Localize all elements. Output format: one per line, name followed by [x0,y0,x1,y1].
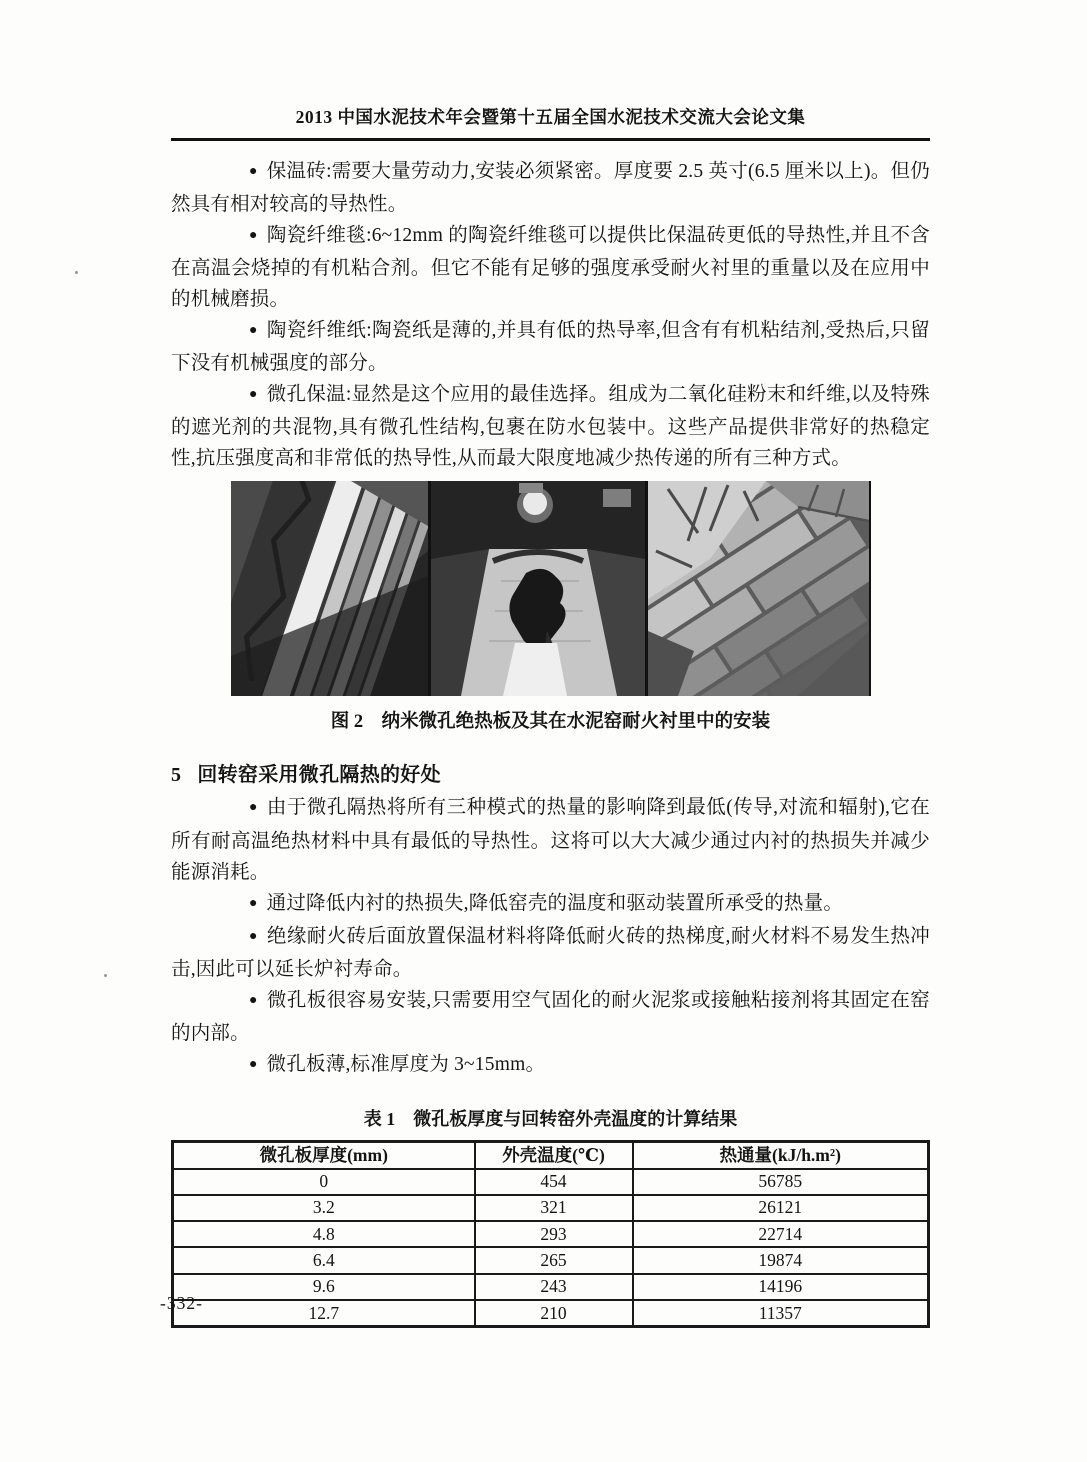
page-number: -332- [160,1293,203,1313]
table1-caption: 表 1 微孔板厚度与回转窑外壳温度的计算结果 [363,1109,738,1130]
table-cell: 11357 [633,1300,929,1327]
table-row [173,1169,929,1195]
running-head-title: 2013 中国水泥技术年会暨第十五届全国水泥技术交流大会论文集 [295,107,806,127]
paragraph-ceramic-fiber-paper [171,315,930,379]
benefit-lowest-conductivity [171,792,930,887]
header-rule [171,138,930,141]
table-cell: 243 [475,1274,633,1300]
table-cell: 22714 [633,1221,929,1247]
figure2-caption: 图 2 纳米微孔绝热板及其在水泥窑耐火衬里中的安装 [330,712,771,733]
paragraph-microporous-insulation [171,379,930,474]
paragraph-text: 微孔板薄,标准厚度为 3~15mm。 [266,1054,546,1076]
table-cell: 210 [475,1300,633,1327]
col-header-board-thickness: 微孔板厚度(mm) [173,1142,475,1169]
paragraph-text: 陶瓷纤维毯:6~12mm 的陶瓷纤维毯可以提供比保温砖更低的导热性,并且不含在高温会烧掉的有机粘合剂。但它不能有足够的强度承受耐火衬里的重量以及在应用中的机械磨损。 [171,224,930,310]
page-content [171,0,930,1328]
section5-heading [171,758,930,787]
table-cell: 14196 [633,1274,929,1300]
paragraph-text: 陶瓷纤维纸:陶瓷纸是薄的,并具有低的热导率,但含有有机粘结剂,受热后,只留下没有机械强度的部分。 [171,319,930,375]
paragraph-text: 保温砖:需要大量劳动力,安装必须紧密。厚度要 2.5 英寸(6.5 厘米以上)。但仍然具有相对较高的导热性。 [171,160,930,215]
table-cell: 19874 [633,1247,929,1273]
col-header-shell-temperature: 外壳温度(℃) [475,1142,633,1169]
scan-speck [75,271,78,274]
table-cell: 293 [475,1221,633,1247]
table-cell: 9.6 [173,1274,475,1300]
table-cell: 0 [173,1169,475,1195]
table-row [173,1195,929,1221]
table-cell: 4.8 [173,1221,475,1247]
col-header-heat-flux: 热通量(kJ/h.m²) [633,1142,929,1169]
bullet-icon: ● [249,895,258,911]
table-cell: 265 [475,1247,633,1273]
paragraph-insulating-brick [171,156,930,220]
paragraph-ceramic-fiber-blanket [171,220,930,315]
table-row [173,1221,929,1247]
table-cell: 56785 [633,1169,929,1195]
photo-kiln-lining-installation [431,481,645,696]
table-cell: 321 [475,1195,633,1221]
table1-shell-temperature [171,1140,930,1328]
bullet-icon: ● [249,163,258,179]
bullet-icon: ● [249,322,258,338]
paragraph-text: 微孔保温:显然是这个应用的最佳选择。组成为二氧化硅粉末和纤维,以及特殊的遮光剂的共混物,具有微孔性结构,包裹在防水包装中。这些产品提供非常好的热稳定性,抗压强度高和非常低的热导性,从而最大限度地减少热传递的所有三种方式。 [171,384,930,470]
scan-speck [104,974,107,977]
table-header-row [173,1142,929,1169]
benefit-thin-boards [171,1049,930,1082]
benefit-easy-installation [171,985,930,1049]
photo-brick-lining-boards [648,481,869,696]
benefit-lower-shell-temperature [171,888,930,921]
bullet-icon: ● [249,1057,258,1073]
paragraph-text: 通过降低内衬的热损失,降低窑壳的温度和驱动装置所承受的热量。 [266,892,844,914]
figure2-photos [231,481,871,696]
table-cell: 6.4 [173,1247,475,1273]
bullet-icon: ● [249,928,258,944]
table-cell: 12.7 [173,1300,475,1327]
paragraph-text: 微孔板很容易安装,只需要用空气固化的耐火泥浆或接触粘接剂将其固定在窑的内部。 [171,990,930,1045]
paragraph-text: 绝缘耐火砖后面放置保温材料将降低耐火砖的热梯度,耐火材料不易发生热冲击,因此可以延长炉衬寿命。 [171,925,930,980]
bullet-icon: ● [249,993,258,1008]
paragraph-text: 由于微孔隔热将所有三种模式的热量的影响降到最低(传导,对流和辐射),它在所有耐高温绝热材料中具有最低的导热性。这将可以大大减少通过内衬的热损失并减少能源消耗。 [171,797,930,883]
section-title: 回转窑采用微孔隔热的好处 [197,764,441,787]
table-row [173,1274,929,1300]
bullet-icon: ● [249,387,258,403]
bullet-icon: ● [249,227,258,243]
table-cell: 26121 [633,1195,929,1221]
table-row [173,1247,929,1273]
benefit-thermal-gradient [171,921,930,985]
table-row [173,1300,929,1327]
table-cell: 454 [475,1169,633,1195]
bullet-icon: ● [249,800,258,816]
table-cell: 3.2 [173,1195,475,1221]
section-number: 5 [171,764,182,787]
photo-microporous-boards [231,481,428,696]
